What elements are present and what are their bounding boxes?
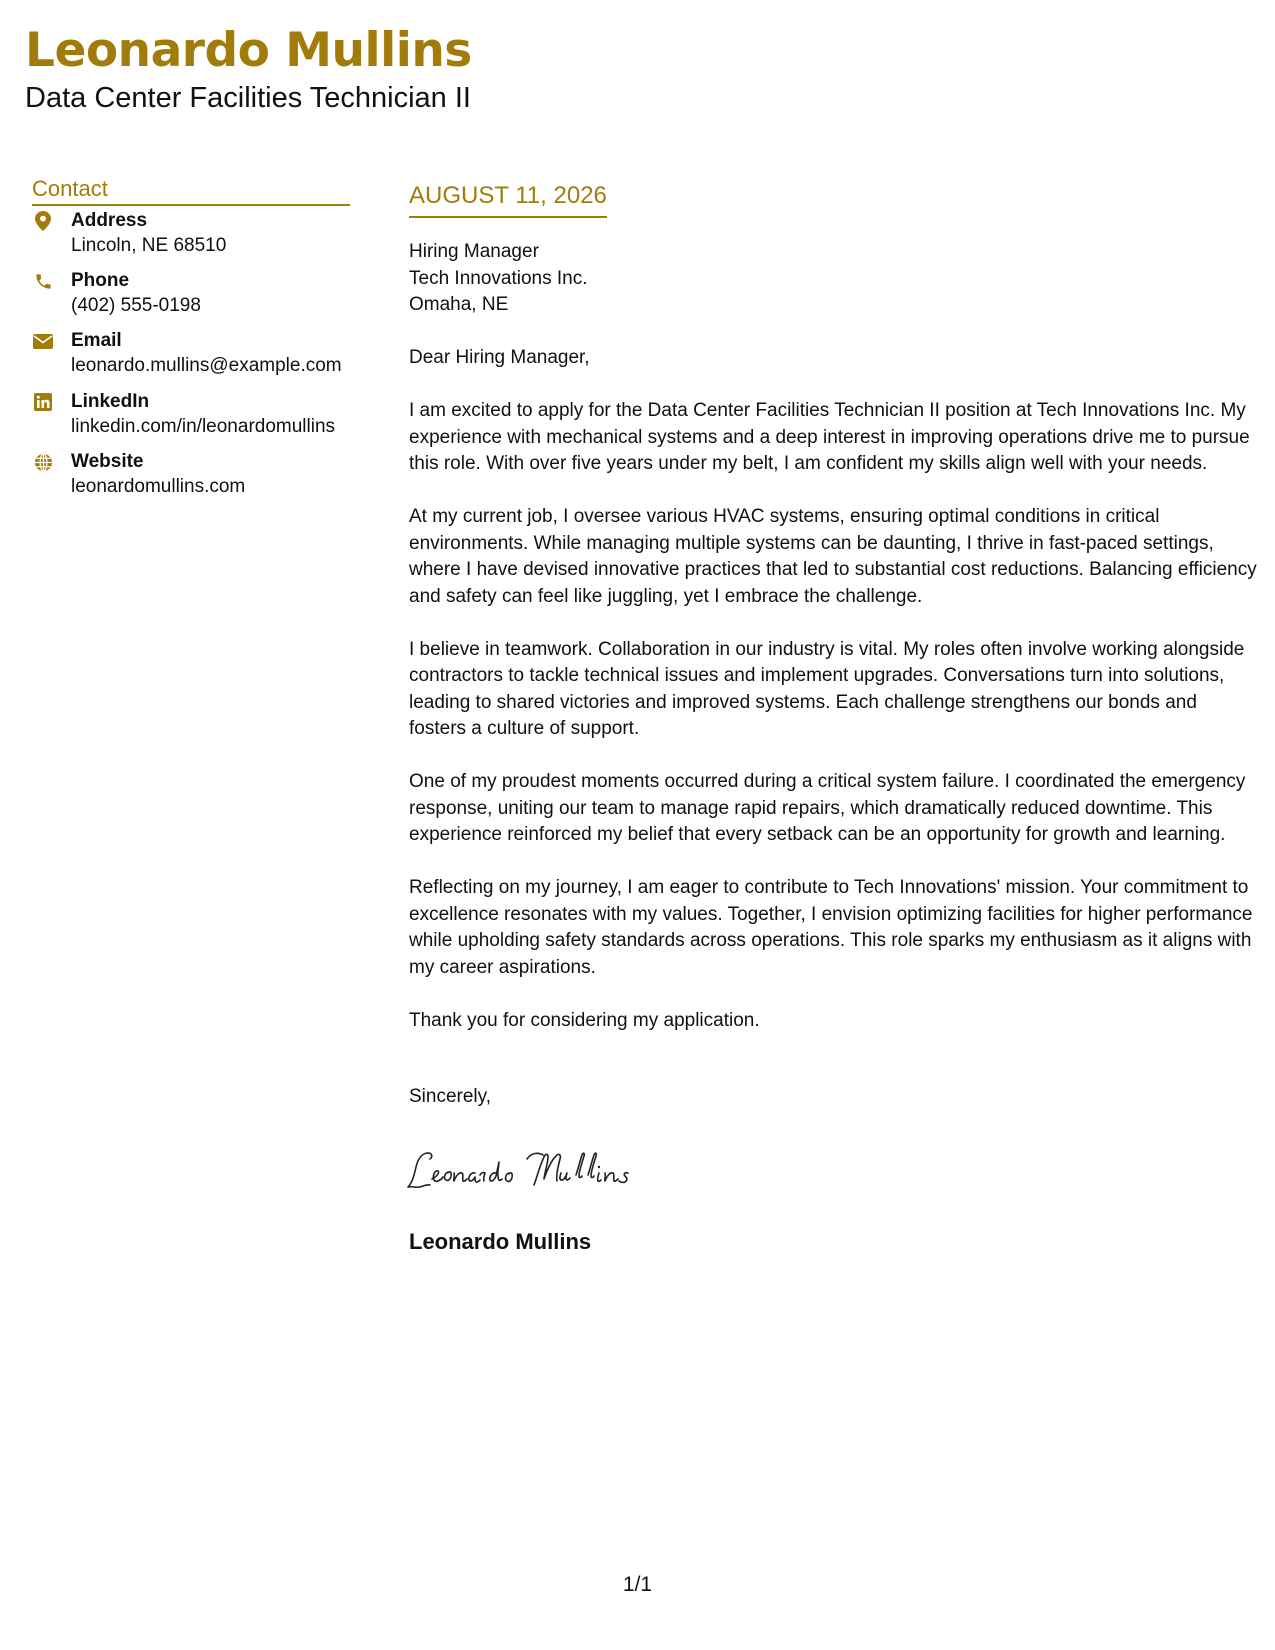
contact-value[interactable]: leonardomullins.com [71, 476, 246, 497]
contact-heading: Contact [32, 174, 350, 206]
contact-label: Address [71, 210, 148, 231]
globe-icon [32, 451, 54, 473]
letter-paragraph: Reflecting on my journey, I am eager to contribute to Tech Innovations' mission. Your commitment to excellence resonates with my values. Together, I envision optimizing facilities for higher performance while upholding safety standards across operations. This role sparks my enthusiasm as it aligns with my career aspirations. [409, 877, 1253, 978]
handwritten-signature [406, 1145, 686, 1202]
linkedin-icon [32, 391, 54, 413]
letter-paragraph: I am excited to apply for the Data Center Facilities Technician II position at Tech Innovations Inc. My experience with mechanical systems and a deep interest in improving operations drive me to pursue this role. With over five years under my belt, I am confident my skills align well with your needs. [409, 400, 1250, 474]
letter-date: AUGUST 11, 2026 [409, 180, 607, 218]
letter-paragraph: Thank you for considering my application. [409, 1009, 760, 1031]
signer-name: Leonardo Mullins [409, 1229, 592, 1254]
letter-paragraph: At my current job, I oversee various HVAC systems, ensuring optimal conditions in critical environments. While managing multiple systems can be daunting, I thrive in fast-paced settings, where I have devised innovative practices that led to substantial cost reductions. Balancing efficiency and safety can feel like juggling, yet I embrace the challenge. [409, 506, 1257, 607]
recipient-line: Tech Innovations Inc. [409, 267, 588, 289]
page-number: 1/1 [622, 1573, 653, 1596]
letter-body [409, 345, 1259, 1061]
contact-label: LinkedIn [71, 391, 150, 412]
envelope-icon [32, 330, 54, 352]
contact-label: Website [71, 451, 144, 472]
contact-label: Phone [71, 270, 130, 291]
contact-label: Email [71, 330, 122, 351]
closing: Sincerely, [409, 1086, 492, 1107]
letter-paragraph: One of my proudest moments occurred during a critical system failure. I coordinated the emergency response, uniting our team to manage rapid repairs, which dramatically reduced downtime. This experience reinforced my belief that every setback can be an opportunity for growth and learning. [409, 771, 1246, 845]
contact-value[interactable]: leonardo.mullins@example.com [71, 355, 342, 376]
recipient-line: Hiring Manager [409, 241, 539, 262]
recipient-block [409, 239, 588, 319]
contact-value: Lincoln, NE 68510 [71, 235, 227, 256]
recipient-line: Omaha, NE [409, 294, 509, 315]
contact-value[interactable]: linkedin.com/in/leonardomullins [71, 416, 336, 437]
phone-icon [32, 270, 54, 292]
applicant-name: Leonardo Mullins [25, 23, 472, 78]
job-title: Data Center Facilities Technician II [25, 82, 471, 114]
map-pin-icon [32, 210, 54, 232]
letter-paragraph: I believe in teamwork. Collaboration in our industry is vital. My roles often involve working alongside contractors to tackle technical issues and implement upgrades. Conversations turn into solutions, leading to shared victories and improved systems. Each challenge strengthens our bonds and fosters a culture of support. [409, 638, 1245, 739]
contact-value: (402) 555-0198 [71, 295, 201, 316]
salutation: Dear Hiring Manager, [409, 347, 590, 368]
